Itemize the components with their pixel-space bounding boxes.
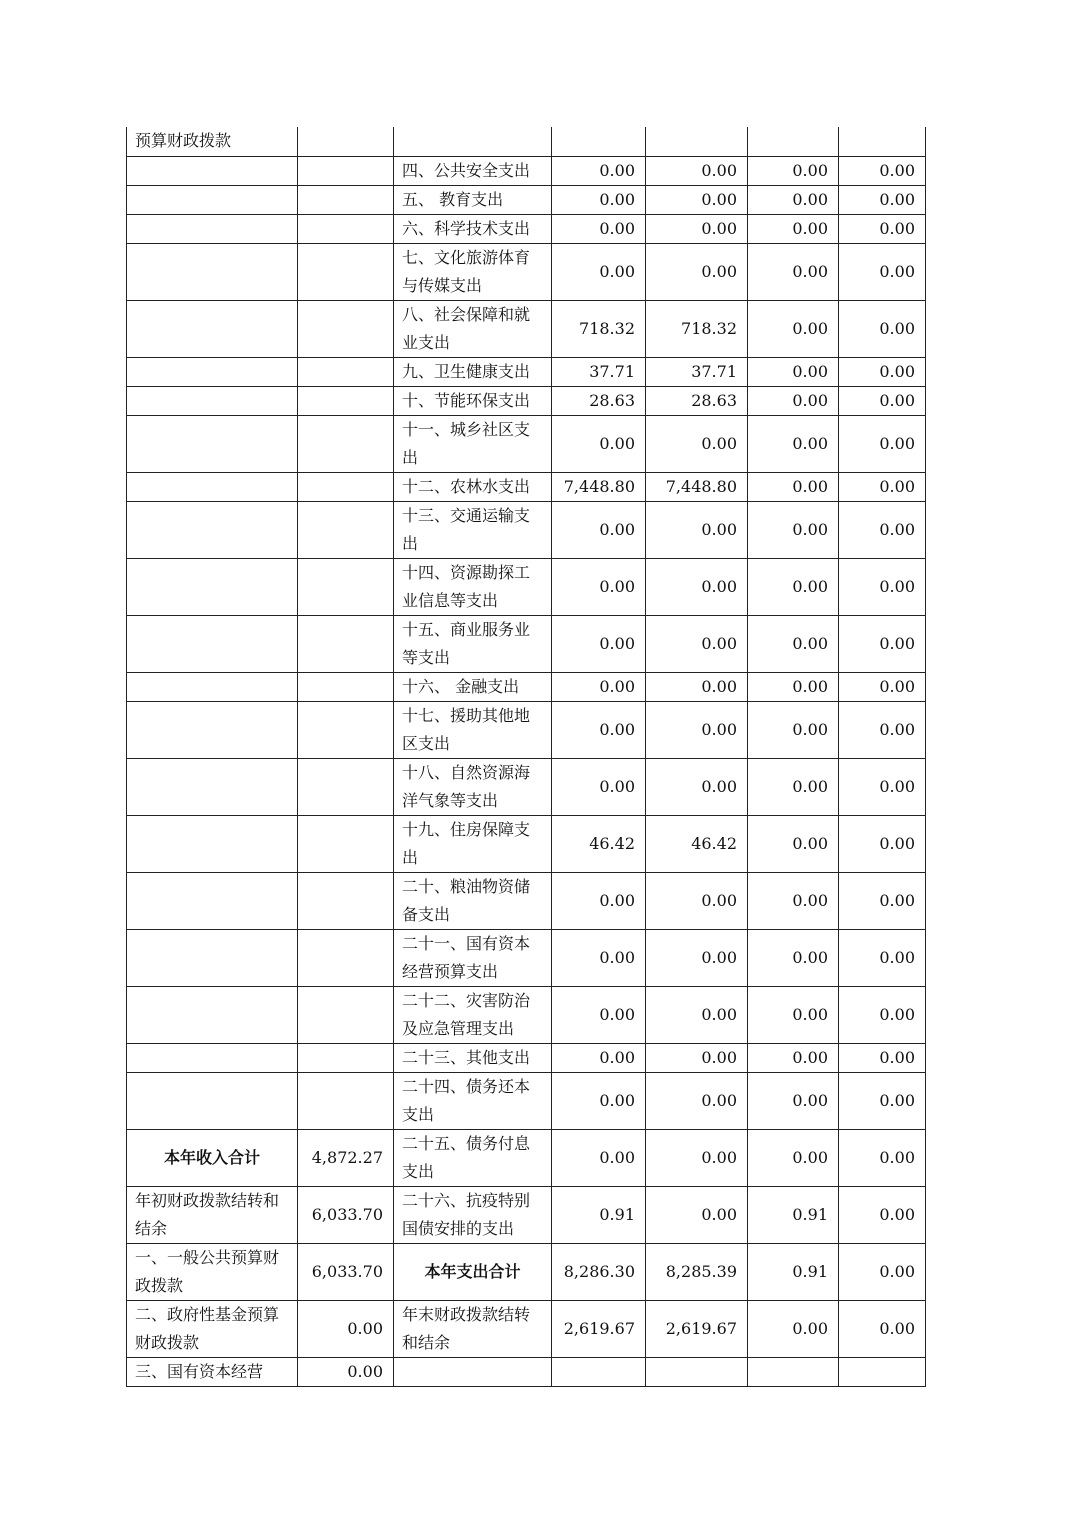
cell-col7: 0.00 xyxy=(839,558,926,615)
cell-col1 xyxy=(127,300,298,357)
cell-col3: 十五、商业服务业等支出 xyxy=(394,615,552,672)
cell-col3: 七、文化旅游体育与传媒支出 xyxy=(394,243,552,300)
table-row xyxy=(127,615,926,672)
cell-col3: 九、卫生健康支出 xyxy=(394,357,552,386)
cell-col1 xyxy=(127,415,298,472)
cell-col6: 0.00 xyxy=(748,1129,839,1186)
cell-col1 xyxy=(127,701,298,758)
cell-col7: 0.00 xyxy=(839,615,926,672)
cell-col4: 0.00 xyxy=(552,1072,646,1129)
cell-col3: 本年支出合计 xyxy=(394,1243,552,1300)
cell-col3: 八、社会保障和就业支出 xyxy=(394,300,552,357)
cell-col5: 0.00 xyxy=(646,672,748,701)
cell-col6: 0.00 xyxy=(748,501,839,558)
cell-col7: 0.00 xyxy=(839,815,926,872)
cell-col7: 0.00 xyxy=(839,1300,926,1357)
cell-col7: 0.00 xyxy=(839,501,926,558)
cell-col1 xyxy=(127,1043,298,1072)
cell-col7: 0.00 xyxy=(839,214,926,243)
cell-col1 xyxy=(127,243,298,300)
cell-col5: 28.63 xyxy=(646,386,748,415)
cell-col2 xyxy=(298,300,394,357)
cell-col2 xyxy=(298,501,394,558)
cell-col4 xyxy=(552,1357,646,1386)
cell-col3: 十六、 金融支出 xyxy=(394,672,552,701)
cell-col7: 0.00 xyxy=(839,1072,926,1129)
cell-col2 xyxy=(298,615,394,672)
cell-col6: 0.00 xyxy=(748,1043,839,1072)
cell-col2 xyxy=(298,672,394,701)
cell-col1 xyxy=(127,558,298,615)
cell-col2 xyxy=(298,758,394,815)
budget-table xyxy=(126,127,926,1387)
cell-col7: 0.00 xyxy=(839,357,926,386)
cell-col5: 0.00 xyxy=(646,615,748,672)
cell-col1 xyxy=(127,872,298,929)
table-row xyxy=(127,300,926,357)
cell-col4: 0.00 xyxy=(552,872,646,929)
cell-col2 xyxy=(298,872,394,929)
cell-col4: 0.00 xyxy=(552,672,646,701)
cell-col2 xyxy=(298,815,394,872)
cell-col2 xyxy=(298,185,394,214)
table-row xyxy=(127,929,926,986)
cell-col2 xyxy=(298,701,394,758)
cell-col4: 0.00 xyxy=(552,986,646,1043)
cell-col6: 0.00 xyxy=(748,1072,839,1129)
table-row xyxy=(127,185,926,214)
cell-col4: 0.00 xyxy=(552,214,646,243)
cell-col5: 0.00 xyxy=(646,415,748,472)
cell-col1 xyxy=(127,357,298,386)
cell-col7: 0.00 xyxy=(839,243,926,300)
cell-col5 xyxy=(646,1357,748,1386)
cell-col7 xyxy=(839,127,926,156)
cell-col3: 十八、自然资源海洋气象等支出 xyxy=(394,758,552,815)
cell-col2: 6,033.70 xyxy=(298,1186,394,1243)
cell-col4: 0.00 xyxy=(552,558,646,615)
cell-col6 xyxy=(748,127,839,156)
cell-col4: 7,448.80 xyxy=(552,472,646,501)
cell-col7 xyxy=(839,1357,926,1386)
cell-col5: 0.00 xyxy=(646,243,748,300)
table-row xyxy=(127,1186,926,1243)
cell-col4: 0.00 xyxy=(552,758,646,815)
cell-col5: 0.00 xyxy=(646,501,748,558)
table-row xyxy=(127,127,926,156)
cell-col7: 0.00 xyxy=(839,872,926,929)
cell-col2 xyxy=(298,472,394,501)
cell-col2 xyxy=(298,415,394,472)
cell-col2: 0.00 xyxy=(298,1300,394,1357)
cell-col1: 二、政府性基金预算财政拨款 xyxy=(127,1300,298,1357)
cell-col1 xyxy=(127,386,298,415)
cell-col6: 0.00 xyxy=(748,701,839,758)
cell-col1 xyxy=(127,1072,298,1129)
cell-col1 xyxy=(127,156,298,185)
cell-col1: 本年收入合计 xyxy=(127,1129,298,1186)
cell-col6: 0.00 xyxy=(748,185,839,214)
cell-col5: 0.00 xyxy=(646,214,748,243)
cell-col4: 0.00 xyxy=(552,243,646,300)
cell-col3: 十九、住房保障支出 xyxy=(394,815,552,872)
cell-col6: 0.00 xyxy=(748,415,839,472)
cell-col6: 0.00 xyxy=(748,386,839,415)
cell-col6: 0.00 xyxy=(748,357,839,386)
cell-col1: 预算财政拨款 xyxy=(127,127,298,156)
cell-col2: 6,033.70 xyxy=(298,1243,394,1300)
cell-col3: 二十六、抗疫特别国债安排的支出 xyxy=(394,1186,552,1243)
cell-col3: 二十五、债务付息支出 xyxy=(394,1129,552,1186)
cell-col5: 0.00 xyxy=(646,758,748,815)
cell-col2 xyxy=(298,243,394,300)
cell-col5: 0.00 xyxy=(646,701,748,758)
cell-col2 xyxy=(298,357,394,386)
cell-col7: 0.00 xyxy=(839,300,926,357)
cell-col2 xyxy=(298,127,394,156)
cell-col4: 37.71 xyxy=(552,357,646,386)
cell-col4: 2,619.67 xyxy=(552,1300,646,1357)
cell-col5: 718.32 xyxy=(646,300,748,357)
cell-col3: 二十、粮油物资储备支出 xyxy=(394,872,552,929)
cell-col3: 十二、农林水支出 xyxy=(394,472,552,501)
cell-col1 xyxy=(127,672,298,701)
cell-col1 xyxy=(127,929,298,986)
cell-col2 xyxy=(298,1072,394,1129)
cell-col6: 0.00 xyxy=(748,815,839,872)
cell-col2: 4,872.27 xyxy=(298,1129,394,1186)
cell-col5: 0.00 xyxy=(646,1043,748,1072)
cell-col6: 0.91 xyxy=(748,1243,839,1300)
table-row xyxy=(127,815,926,872)
cell-col2 xyxy=(298,929,394,986)
cell-col6: 0.00 xyxy=(748,986,839,1043)
table-row xyxy=(127,472,926,501)
cell-col3: 四、公共安全支出 xyxy=(394,156,552,185)
table-row xyxy=(127,243,926,300)
cell-col6: 0.00 xyxy=(748,615,839,672)
table-row xyxy=(127,1129,926,1186)
cell-col6: 0.91 xyxy=(748,1186,839,1243)
cell-col6 xyxy=(748,1357,839,1386)
cell-col6: 0.00 xyxy=(748,929,839,986)
cell-col3: 五、 教育支出 xyxy=(394,185,552,214)
cell-col7: 0.00 xyxy=(839,701,926,758)
cell-col1: 三、国有资本经营 xyxy=(127,1357,298,1386)
cell-col3: 十七、援助其他地区支出 xyxy=(394,701,552,758)
cell-col7: 0.00 xyxy=(839,472,926,501)
cell-col4: 0.00 xyxy=(552,701,646,758)
cell-col5: 0.00 xyxy=(646,558,748,615)
cell-col5: 0.00 xyxy=(646,1129,748,1186)
cell-col7: 0.00 xyxy=(839,1243,926,1300)
cell-col4: 28.63 xyxy=(552,386,646,415)
cell-col4: 46.42 xyxy=(552,815,646,872)
table-row xyxy=(127,415,926,472)
cell-col1: 年初财政拨款结转和结余 xyxy=(127,1186,298,1243)
cell-col2 xyxy=(298,386,394,415)
table-row xyxy=(127,558,926,615)
table-row xyxy=(127,1243,926,1300)
cell-col3 xyxy=(394,127,552,156)
cell-col6: 0.00 xyxy=(748,214,839,243)
table-row xyxy=(127,1357,926,1386)
cell-col4 xyxy=(552,127,646,156)
cell-col7: 0.00 xyxy=(839,1043,926,1072)
cell-col5 xyxy=(646,127,748,156)
cell-col3: 年末财政拨款结转和结余 xyxy=(394,1300,552,1357)
cell-col3: 二十三、其他支出 xyxy=(394,1043,552,1072)
cell-col7: 0.00 xyxy=(839,1129,926,1186)
cell-col6: 0.00 xyxy=(748,872,839,929)
cell-col2 xyxy=(298,156,394,185)
cell-col3: 二十二、灾害防治及应急管理支出 xyxy=(394,986,552,1043)
table-row xyxy=(127,672,926,701)
cell-col4: 0.00 xyxy=(552,156,646,185)
table-row xyxy=(127,1300,926,1357)
cell-col2 xyxy=(298,214,394,243)
cell-col7: 0.00 xyxy=(839,415,926,472)
cell-col4: 8,286.30 xyxy=(552,1243,646,1300)
cell-col5: 7,448.80 xyxy=(646,472,748,501)
cell-col1 xyxy=(127,214,298,243)
cell-col5: 0.00 xyxy=(646,156,748,185)
table-row xyxy=(127,501,926,558)
cell-col7: 0.00 xyxy=(839,185,926,214)
cell-col6: 0.00 xyxy=(748,472,839,501)
cell-col7: 0.00 xyxy=(839,986,926,1043)
table-row xyxy=(127,872,926,929)
cell-col2: 0.00 xyxy=(298,1357,394,1386)
cell-col7: 0.00 xyxy=(839,929,926,986)
table-row xyxy=(127,156,926,185)
cell-col6: 0.00 xyxy=(748,672,839,701)
cell-col4: 0.91 xyxy=(552,1186,646,1243)
cell-col6: 0.00 xyxy=(748,156,839,185)
table-row xyxy=(127,701,926,758)
cell-col2 xyxy=(298,986,394,1043)
cell-col2 xyxy=(298,1043,394,1072)
cell-col1 xyxy=(127,615,298,672)
cell-col6: 0.00 xyxy=(748,243,839,300)
cell-col7: 0.00 xyxy=(839,1186,926,1243)
cell-col5: 46.42 xyxy=(646,815,748,872)
cell-col5: 0.00 xyxy=(646,986,748,1043)
cell-col7: 0.00 xyxy=(839,758,926,815)
cell-col7: 0.00 xyxy=(839,156,926,185)
cell-col3: 二十四、债务还本支出 xyxy=(394,1072,552,1129)
cell-col6: 0.00 xyxy=(748,558,839,615)
table-row xyxy=(127,1072,926,1129)
cell-col5: 2,619.67 xyxy=(646,1300,748,1357)
cell-col5: 8,285.39 xyxy=(646,1243,748,1300)
cell-col4: 718.32 xyxy=(552,300,646,357)
cell-col1 xyxy=(127,986,298,1043)
cell-col1 xyxy=(127,185,298,214)
cell-col5: 37.71 xyxy=(646,357,748,386)
cell-col5: 0.00 xyxy=(646,872,748,929)
cell-col7: 0.00 xyxy=(839,672,926,701)
cell-col5: 0.00 xyxy=(646,185,748,214)
cell-col2 xyxy=(298,558,394,615)
cell-col5: 0.00 xyxy=(646,929,748,986)
table-row xyxy=(127,357,926,386)
table-row xyxy=(127,214,926,243)
cell-col3: 二十一、国有资本经营预算支出 xyxy=(394,929,552,986)
cell-col1 xyxy=(127,472,298,501)
table-row xyxy=(127,386,926,415)
cell-col6: 0.00 xyxy=(748,300,839,357)
cell-col5: 0.00 xyxy=(646,1186,748,1243)
cell-col3: 十三、交通运输支出 xyxy=(394,501,552,558)
table-row xyxy=(127,986,926,1043)
cell-col4: 0.00 xyxy=(552,1043,646,1072)
cell-col1: 一、一般公共预算财政拨款 xyxy=(127,1243,298,1300)
cell-col1 xyxy=(127,758,298,815)
table-row xyxy=(127,1043,926,1072)
cell-col4: 0.00 xyxy=(552,1129,646,1186)
cell-col4: 0.00 xyxy=(552,615,646,672)
cell-col4: 0.00 xyxy=(552,185,646,214)
cell-col7: 0.00 xyxy=(839,386,926,415)
cell-col3 xyxy=(394,1357,552,1386)
table-row xyxy=(127,758,926,815)
cell-col5: 0.00 xyxy=(646,1072,748,1129)
cell-col3: 十四、资源勘探工业信息等支出 xyxy=(394,558,552,615)
cell-col1 xyxy=(127,815,298,872)
cell-col3: 十一、城乡社区支出 xyxy=(394,415,552,472)
cell-col6: 0.00 xyxy=(748,758,839,815)
cell-col4: 0.00 xyxy=(552,415,646,472)
cell-col3: 十、节能环保支出 xyxy=(394,386,552,415)
cell-col1 xyxy=(127,501,298,558)
cell-col3: 六、科学技术支出 xyxy=(394,214,552,243)
cell-col4: 0.00 xyxy=(552,501,646,558)
cell-col4: 0.00 xyxy=(552,929,646,986)
cell-col6: 0.00 xyxy=(748,1300,839,1357)
